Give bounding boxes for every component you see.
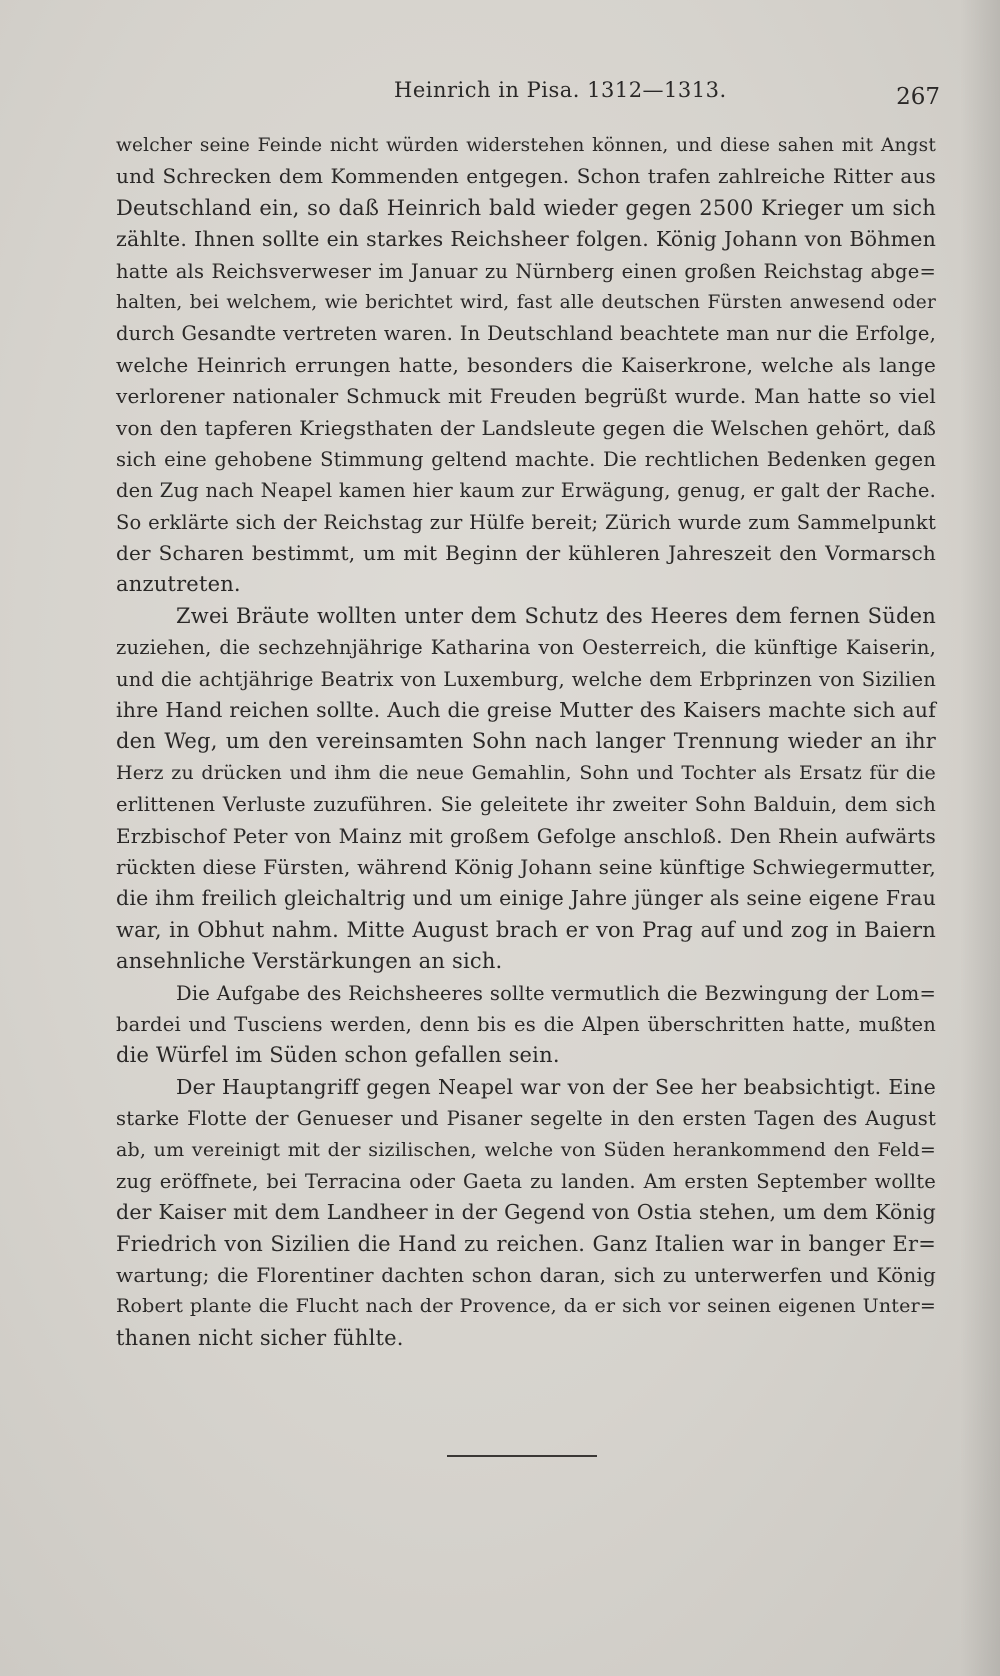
text-line: zuziehen, die sechzehnjährige Katharina von Oesterreich, die künftige Kaiserin,: [116, 636, 936, 660]
text-line: anzutreten.: [116, 572, 241, 597]
text-line: thanen nicht sicher fühlte.: [116, 1325, 404, 1350]
paragraph-3: [116, 978, 936, 1072]
text-line: welche Heinrich errungen hatte, besonders die Kaiserkrone, welche als lange: [116, 352, 936, 377]
text-line: verlorener nationaler Schmuck mit Freuden begrüßt wurde. Man hatte so viel: [116, 384, 936, 409]
text-line: wartung; die Florentiner dachten schon daran, sich zu unterwerfen und König: [116, 1263, 936, 1288]
text-line: und Schrecken dem Kommenden entgegen. Schon trafen zahlreiche Ritter aus: [116, 164, 936, 189]
text-line: war, in Obhut nahm. Mitte August brach er von Prag auf und zog in Baiern: [116, 917, 936, 942]
text-line: rückten diese Fürsten, während König Johann seine künftige Schwiegermutter,: [116, 854, 936, 879]
text-line: starke Flotte der Genueser und Pisaner segelte in den ersten Tagen des August: [116, 1107, 936, 1131]
text-line: den Zug nach Neapel kamen hier kaum zur Erwägung, genug, er galt der Rache.: [116, 479, 936, 503]
text-line: hatte als Reichsverweser im Januar zu Nürnberg einen großen Reichstag abge=: [116, 259, 936, 283]
page-edge-shadow: [960, 0, 1000, 1676]
running-title: Heinrich in Pisa. 1312—1313.: [394, 78, 727, 102]
text-line: der Kaiser mit dem Landheer in der Gegend von Ostia stehen, um dem König: [116, 1200, 936, 1225]
text-line: und die achtjährige Beatrix von Luxemburg, welche dem Erbprinzen von Sizilien: [116, 667, 936, 691]
text-line: die Würfel im Süden schon gefallen sein.: [116, 1043, 560, 1068]
text-line: sich eine gehobene Stimmung geltend machte. Die rechtlichen Bedenken gegen: [116, 447, 936, 471]
paragraph-1: [116, 130, 936, 601]
text-line: Herz zu drücken und ihm die neue Gemahlin, Sohn und Tochter als Ersatz für die: [116, 761, 936, 784]
text-line: Robert plante die Flucht nach der Provence, da er sich vor seinen eigenen Unter=: [116, 1295, 936, 1318]
text-line: ihre Hand reichen sollte. Auch die greise Mutter des Kaisers machte sich auf: [116, 698, 936, 723]
text-line: halten, bei welchem, wie berichtet wird, fast alle deutschen Fürsten anwesend oder: [116, 291, 936, 313]
text-line: Erzbischof Peter von Mainz mit großem Gefolge anschloß. Den Rhein aufwärts: [116, 823, 936, 848]
text-line: ab, um vereinigt mit der sizilischen, welche von Süden herankommend den Feld=: [116, 1138, 936, 1161]
text-line: zug eröffnete, bei Terracina oder Gaeta zu landen. Am ersten September wollte: [116, 1169, 936, 1193]
text-line: ansehnliche Verstärkungen an sich.: [116, 949, 503, 974]
text-line: welcher seine Feinde nicht würden widerstehen können, und diese sahen mit Angst: [116, 135, 936, 156]
text-line: Zwei Bräute wollten unter dem Schutz des Heeres dem fernen Süden: [176, 603, 936, 628]
page-number: 267: [896, 84, 940, 110]
text-line: Der Hauptangriff gegen Neapel war von der See her beabsichtigt. Eine: [176, 1074, 936, 1099]
paragraph-2: [116, 601, 936, 978]
text-line: So erklärte sich der Reichstag zur Hülfe bereit; Zürich wurde zum Sammelpunkt: [116, 510, 936, 534]
text-line: erlittenen Verluste zuzuführen. Sie geleitete ihr zweiter Sohn Balduin, dem sich: [116, 793, 936, 817]
text-line: den Weg, um den vereinsamten Sohn nach langer Trennung wieder an ihr: [116, 729, 936, 754]
text-line: Friedrich von Sizilien die Hand zu reichen. Ganz Italien war in banger Er=: [116, 1231, 936, 1256]
text-line: Die Aufgabe des Reichsheeres sollte vermutlich die Bezwingung der Lom=: [176, 981, 936, 1005]
text-line: Deutschland ein, so daß Heinrich bald wieder gegen 2500 Krieger um sich: [116, 195, 936, 220]
text-line: von den tapferen Kriegsthaten der Landsleute gegen die Welschen gehört, daß: [116, 415, 936, 440]
text-line: die ihm freilich gleichaltrig und um einige Jahre jünger als seine eigene Frau: [116, 886, 937, 911]
text-line: bardei und Tusciens werden, denn bis es die Alpen überschritten hatte, mußten: [116, 1012, 936, 1036]
text-line: zählte. Ihnen sollte ein starkes Reichsheer folgen. König Johann von Böhmen: [116, 227, 936, 252]
text-line: der Scharen bestimmt, um mit Beginn der kühleren Jahreszeit den Vormarsch: [116, 541, 936, 566]
paragraph-4: [116, 1072, 936, 1355]
text-line: durch Gesandte vertreten waren. In Deutschland beachtete man nur die Erfolge,: [116, 322, 936, 346]
end-rule-divider: [447, 1455, 597, 1457]
page-header: [110, 78, 940, 110]
body-text: [116, 130, 936, 1354]
